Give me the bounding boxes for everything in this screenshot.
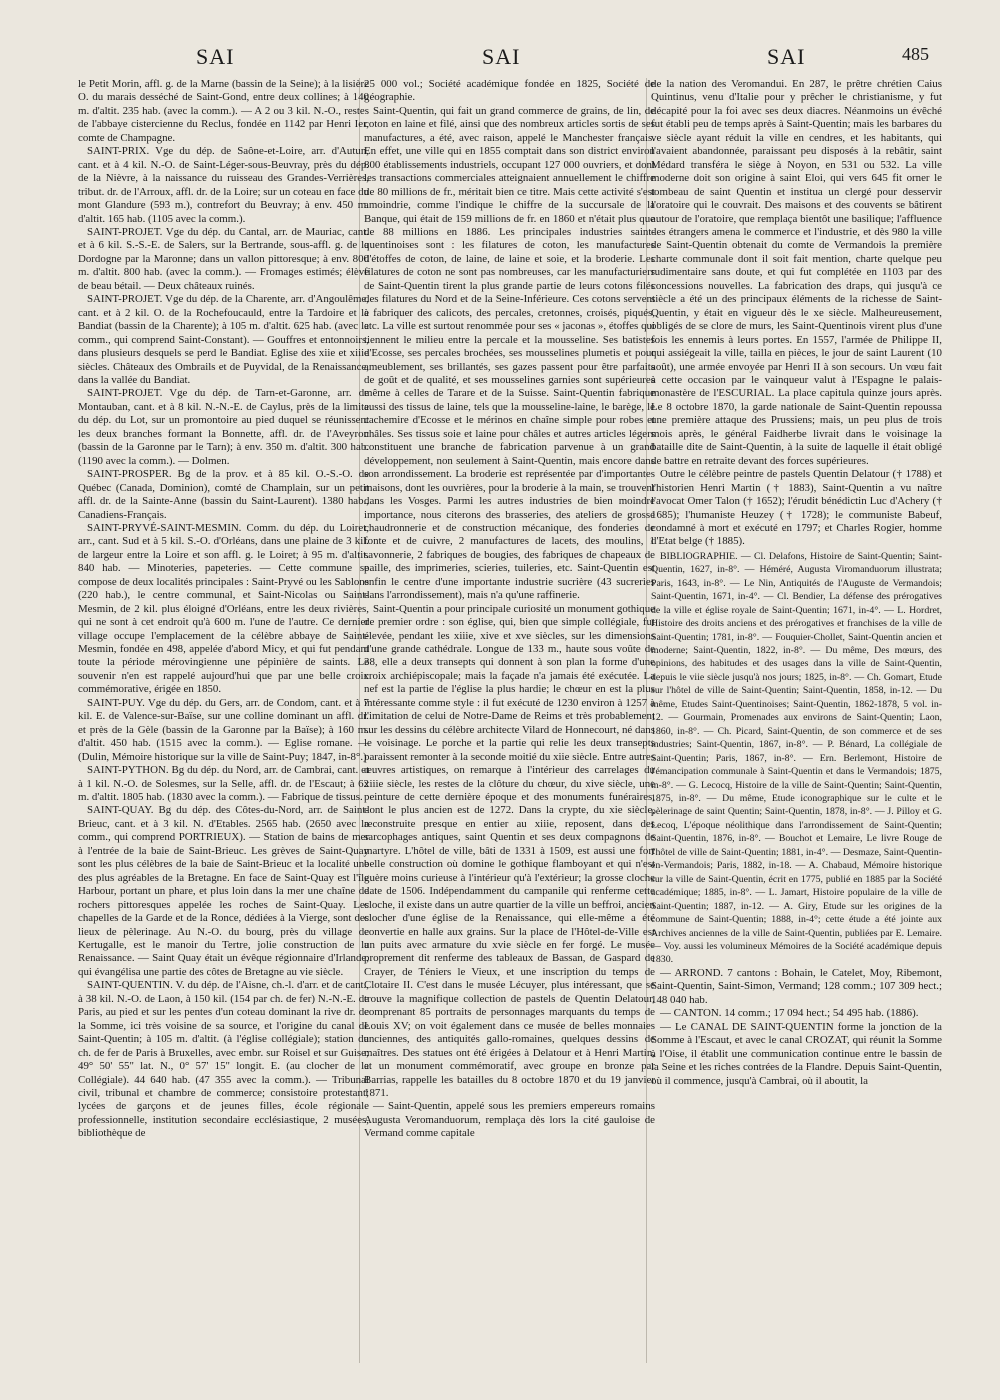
entry-saint-projet-cantal: SAINT-PROJET. Vge du dép. du Cantal, arr. de Mauriac, cant. et à 6 kil. S.-S.-E. de Salers, sur la Bertrande, sous-affl. g. de la Dordogne par la Maronne; dans un vallon pittoresque; à env. 800 m. d'altit. 800 hab. (avec la comm.). — Fromages estimés; élève de beau bétail. — Deux châteaux ruinés. [78, 225, 369, 292]
entry-saint-quay: SAINT-QUAY. Bg du dép. des Côtes-du-Nord, arr. de Saint-Brieuc, cant. et à 3 kil. N. d'Etables. 2565 hab. (2650 avec la comm., qui comprend PORTRIEUX). — Station de bains de mer à l'entrée de la baie de Saint-Brieuc. Les grèves de Saint-Quay sont les plus célèbres de la baie de Saint-Brieuc et la localité une des plus agréables de la Bretagne. En face de Saint-Quay est l'île Harbour, portant un phare, et plus loin dans la mer une chaîne de rochers pittoresques appelée les roches de Saint-Quay. Les chapelles de la Garde et de la Ronce, dédiées à la Vierge, sont des lieux de pèlerinage. Au N.-O. du bourg, près du village de Kertugalle, est le manoir du Tertre, jolie construction de la Renaissance. — Saint Quay était un évêque régionnaire d'Irlande, qui évangélisa une partie des côtes de Bretagne au vie siècle. [78, 804, 369, 978]
entry-saint-python: SAINT-PYTHON. Bg du dép. du Nord, arr. de Cambrai, cant. et à 1 kil. N.-O. de Solesmes, sur la Selle, affl. dr. de l'Escaut; à 62 m. d'altit. 1805 hab. (1830 avec la comm.). — Fabrique de tissus. [78, 764, 369, 804]
text-column-center [364, 78, 655, 1363]
paragraph: — Saint-Quentin, appelé sous les premiers empereurs romains Augusta Veromanduorum, remplaça dès lors la cité gauloise de Vermand comme capitale [364, 1100, 655, 1140]
paragraph: — Le CANAL DE SAINT-QUENTIN forme la jonction de la Somme à l'Escaut, et avec le canal CROZAT, qui réunit la Somme à l'Oise, il établit une communication continue entre le bassin de la Seine et les riches contrées de la Flandre. Depuis Saint-Quentin, où il commence, jusqu'à Cambrai, où il aboutit, la [651, 1020, 942, 1087]
entry-saint-quentin: SAINT-QUENTIN. V. du dép. de l'Aisne, ch.-l. d'arr. et de cant., à 38 kil. N.-O. de Laon, à 150 kil. (154 par ch. de fer) N.-N.-E. de Paris, au pied et sur les pentes d'un coteau dominant la rive dr. de la Somme, ici très voisine de sa source, et l'origine du canal de Saint-Quentin; à 105 m. d'altit. (à l'église collégiale); station du ch. de fer de Paris à Bruxelles, avec embr. sur Roisel et sur Guise; 49° 50' 55" lat. N., 0° 57' 15" longit. E. (au clocher de la Collégiale). 44 640 hab. (47 355 avec la comm.). — Tribunal civil, tribunal et chambre de commerce; consistoire protestant; lycées de garçons et de jeunes filles, école régionale professionnelle, institution secondaire ecclésiastique, 2 musées, bibliothèque de [78, 979, 369, 1140]
paragraph: 25 000 vol.; Société académique fondée en 1825, Société de géographie. [364, 78, 655, 104]
paragraph: Saint-Quentin, qui fait un grand commerce de grains, de lin, de coton en laine et filé, ainsi que des nombreux articles sortis de ses manufactures, a été, avec raison, appelé le Manchester français. En effet, une ville qui en 1855 comptait dans son district environ 800 établissements industriels, occupant 127 000 ouvriers, et dont les transactions commerciales atteignaient annuellement le chiffre de 80 millions de fr., méritait bien ce titre. Mais cette activité s'est amoindrie, comme l'indique le chiffre de la succursale de la Banque, qui était de 159 millions de fr. en 1860 et n'était plus que de 88 millions en 1886. Les principales industries saint-quentinoises sont : les filatures de coton, les manufactures d'étoffes de coton, de laine, de laine et soie, et la broderie. Les filatures de coton ne sont pas nombreuses, car les manufacturiers de Saint-Quentin tirent la plus grande partie de leurs cotons filés des filatures du Nord et de la Seine-Inférieure. Ces cotons servent à fabriquer des calicots, des percales, cretonnes, croisés, piqués, etc. La ville est surtout renommée pour ses « jaconas », étoffes qui tiennent le milieu entre la percale et la mousseline. Ses batistes d'Ecosse, ses percales brochées, ses mousselines plumetis et pour ameublement, ses brillantés, ses gazes passent pour être parfaits de goût et de qualité, et ses mousselines garnies sont supérieures même à celles de Tarare et de la Suisse. Saint-Quentin fabrique aussi des tissus de laine, tels que la mousseline-laine, le barège, le cachemire d'Ecosse et le mérinos en chaîne simple pour robes et châles. Ses tissus soie et laine pour châles et autres articles légers constituent une branche de fabrication parvenue à un grand développement, non seulement à Saint-Quentin, mais encore dans son arrondissement. La broderie est représentée par d'importantes maisons, dont les ouvrières, pour la broderie à la main, se trouvent dans les Vosges. Parmi les autres industries de bien moindre importance, nous citerons des brasseries, des ateliers de grosse chaudronnerie et de construction mécanique, des fonderies de fonte et de cuivre, 2 manufactures de lacets, des moulins, 1 savonnerie, 2 fabriques de bougies, des fabriques de chapeaux de paille, des imprimeries, scieries, tuileries, etc. Saint-Quentin est enfin le centre d'une importante industrie sucrière (43 sucreries dans l'arrondissement), mais n'a qu'une raffinerie. [364, 104, 655, 602]
paragraph: — ARROND. 7 cantons : Bohain, le Catelet, Moy, Ribemont, Saint-Quentin, Saint-Simon, Vermand; 128 comm.; 107 309 hect.; 148 040 hab. [651, 966, 942, 1006]
entry-saint-prosper: SAINT-PROSPER. Bg de la prov. et à 85 kil. O.-S.-O. de Québec (Canada, Dominion), comté de Champlain, sur un petit affl. dr. de la Sainte-Anne (bassin du Saint-Laurent). 1380 hab., Canadiens-Français. [78, 468, 369, 521]
entry-saint-prix: SAINT-PRIX. Vge du dép. de Saône-et-Loire, arr. d'Autun, cant. et à 4 kil. N.-O. de Saint-Léger-sous-Beuvray, près du dép. de la Nièvre, à la naissance du ruisseau des Grandes-Verrières, tribut. dr. de l'Arroux, affl. dr. de la Loire; sur un coteau en face du mont Glandure (593 m.), contrefort du Beuvray; à env. 450 m. d'altit. 165 hab. (1105 avec la comm.). [78, 145, 369, 225]
paragraph: — CANTON. 14 comm.; 17 094 hect.; 54 495 hab. (1886). [660, 1007, 919, 1020]
paragraph: Saint-Quentin a pour principale curiosité un monument gothique de premier ordre : son église, qui, bien que simple collégiale, fut élevée, pendant les xiiie, xive et xve siècles, sur les dimensions d'une grande cathédrale. Longue de 133 m., haute sous voûte de 38, elle a deux transepts qui donnent à son plan la forme d'une croix archiépiscopale; mais la façade n'a jamais été exécutée. La nef est la partie de l'église la plus hardie; le chœur en est la plus intéressante comme style : il fut exécuté de 1230 environ à 1257 à l'imitation de celui de Notre-Dame de Reims et très probablement sur les dessins du célèbre architecte Vilard de Honnecourt, né dans le voisinage. Le porche et la partie qui relie les deux transepts paraissent remonter à la seconde moitié du xiie siècle. Entre autres œuvres artistiques, on remarque à l'intérieur des carrelages du xiiie siècle, les restes de la clôture du chœur, du xive siècle, une peinture de cette dernière époque et des monuments funéraires, dont le plus ancien est de 1272. Dans la crypte, du xie siècle, reconstruite presque en entier au xiiie, reposent, dans des sarcophages antiques, saint Quentin et ses deux compagnons de martyre. L'hôtel de ville, bâti de 1331 à 1509, est aussi une fort belle construction où domine le gothique flamboyant et qui n'est guère moins curieuse à l'intérieur qu'à l'extérieur; la grosse cloche date de 1506. Indépendamment du campanile qui renferme cette cloche, il existe dans un autre quartier de la ville un beffroi, ancien clocher d'une église de la Renaissance, qui elle-même a été convertie en halle aux grains. Sur la place de l'Hôtel-de-Ville est un puits avec armature du xvie siècle en fer forgé. Le musée proprement dit renferme des tableaux de Bassan, de Gaspard de Crayer, de Téniers le Vieux, et une inscription du temps de Clotaire II. C'est dans le musée Lécuyer, plus intéressant, que se trouve la magnifique collection de pastels de Quentin Delatour, comprenant 85 portraits de personnages marquants du temps de Louis XV; on voit également dans ce musée de belles monnaies anciennes, des antiquités gallo-romaines, quelques dessins de maîtres. Des statues ont été érigées à Delatour et à Henri Martin, et un monument commémoratif, avec groupe en bronze par Barrias, rappelle les batailles du 8 octobre 1870 et du 19 janvier 1871. [364, 602, 655, 1099]
running-head-center: SAI [482, 44, 521, 69]
text-column-right [651, 78, 942, 1363]
text-column-left [78, 78, 369, 1363]
running-head-right: SAI [767, 44, 806, 69]
entry-saint-puy: SAINT-PUY. Vge du dép. du Gers, arr. de Condom, cant. et à 7 kil. E. de Valence-sur-Baïse, sur une colline dominant un affl. dr. et près de la Gèle (bassin de la Garonne par la Baïse); à 160 m. d'altit. 450 hab. (1515 avec la comm.). — Eglise romane. — (Dulin, Mémoire historique sur la ville de Saint-Puy; 1847, in-8°.) [78, 696, 369, 763]
entry-saint-pryve: SAINT-PRYVÉ-SAINT-MESMIN. Comm. du dép. du Loiret, arr., cant. Sud et à 5 kil. S.-O. d'Orléans, dans une plaine de 3 kil. de largeur entre la Loire et son affl. g. le Loiret; à 95 m. d'altit. 840 hab. — Minoteries, papeteries. — Cette commune se compose de deux localités principales : Saint-Pryvé ou les Sablons (220 hab.), le centre communal, et Saint-Nicolas ou Saint-Mesmin, de 2 kil. plus éloigné d'Orléans, entre les deux rivières, qui ne sont à cet endroit qu'à 600 m. l'une de l'autre. Ce dernier village occupe l'emplacement de la célèbre abbaye de Saint-Mesmin, fondée en 498, appelée d'abord Micy, et qui fut pendant toute la période mérovingienne une pépinière de saints. Le souvenir n'en est rappelé aujourd'hui que par une belle croix commémorative, érigée en 1850. [78, 521, 369, 696]
paragraph: le Petit Morin, affl. g. de la Marne (bassin de la Seine); à la lisière O. du marais desséché de Saint-Gond, entre deux collines; à 140 m. d'altit. 235 hab. (avec la comm.). — A 2 ou 3 kil. N.-O., restes de l'abbaye cistercienne du Reclus, fondée en 1142 par Henri Ier, comte de Champagne. [78, 78, 369, 144]
page-number: 485 [902, 44, 929, 64]
running-head-left: SAI [196, 44, 235, 69]
entry-saint-projet-charente: SAINT-PROJET. Vge du dép. de la Charente, arr. d'Angoulême, cant. et à 2 kil. O. de la Rochefoucauld, entre la Tardoire et le Bandiat (bassin de la Charente); à 105 m. d'altit. 625 hab. (avec la comm., qui comprend Saint-Constant). — Gouffres et entonnoirs, dans plusieurs desquels se perd le Bandiat. Eglise des xiie et xiiie siècles. Châteaux des Ombrails et de Puyvidal, de la Renaissance, dans la vallée du Bandiat. [78, 293, 369, 386]
paragraph: de la nation des Veromandui. En 287, le prêtre chrétien Caius Quintinus, venu d'Italie pour y prêcher le christianisme, y fut décapité pour la foi avec ses deux diacres. Néanmoins un évêché fut établi peu de temps après à Saint-Quentin; mais les barbares du ve siècle ayant réduit la ville en cendres, et les habitants, qui l'avaient abandonnée, paraissant peu disposés à la rebâtir, saint Médard transféra le siège à Noyon, en 531 ou 532. La ville moderne doit son origine à saint Eloi, qui vers 645 fit orner le tombeau de saint Quentin et institua un clergé pour desservir l'oratoire qui le couvrait. Des maisons et des couvents se bâtirent autour de l'oratoire, que remplaça bientôt une basilique; l'affluence des étrangers amena le commerce et l'industrie, et dès 980 la ville de Saint-Quentin obtenait du comte de Vermandois la première charte communale dont il soit fait mention, charte quelque peu rudimentaire sans doute, et qui fut complétée en 1103 par des concessions nouvelles. La fabrication des draps, qui jusqu'à ce siècle a été un des principaux éléments de la richesse de Saint-Quentin, y était en vigueur dès le xe siècle. Malheureusement, obligés de se clore de murs, les Saint-Quentinois virent plus d'une fois les ennemis à leurs portes. En 1557, l'armée de Philippe II, qui assiégeait la ville, tailla en pièces, le jour de saint Laurent (10 août), une armée envoyée par Henri II à son secours. Un vœu fait à cette occasion par le vainqueur valut à l'Espagne le palais-monastère de l'ESCURIAL. La place capitula quinze jours après. Le 8 octobre 1870, la garde nationale de Saint-Quentin repoussa une première attaque des Prussiens; mais, un peu plus de trois mois après, le général Faidherbe livrait dans le voisinage la bataille dite de Saint-Quentin, à la suite de laquelle il était obligé de battre en retraite devant des forces supérieures. [651, 78, 942, 467]
entry-saint-projet-tarn: SAINT-PROJET. Vge du dép. de Tarn-et-Garonne, arr. de Montauban, cant. et à 8 kil. N.-N.-E. de Caylus, près de la limite du dép. du Lot, sur un promontoire au pied duquel se réunissent les deux branches formant la Bonnette, affl. dr. de l'Aveyron (bassin de la Garonne par le Tarn); à env. 350 m. d'altit. 300 hab. (1190 avec la comm.). — Dolmen. [78, 387, 369, 467]
paragraph: Outre le célèbre peintre de pastels Quentin Delatour († 1788) et l'historien Henri Martin († 1883), Saint-Quentin a vu naître l'avocat Omer Talon († 1652); l'érudit bénédictin Luc d'Achery († 1685); l'humaniste Heuzey († 1728); le communiste Babeuf, condamné à mort et exécuté en 1797; et Charles Rogier, homme d'Etat belge († 1885). [651, 468, 942, 548]
bibliography: BIBLIOGRAPHIE. — Cl. Delafons, Histoire de Saint-Quentin; Saint-Quentin, 1627, in-8°. — Héméré, Augusta Viromanduorum illustrata; Paris, 1643, in-8°. — Le Nin, Antiquités de l'Auguste de Vermandois; Saint-Quentin, 1671, in-4°. — Cl. Bendier, La défense des prérogatives de la ville et église royale de Saint-Quentin; 1671, in-4°. — L. Hordret, Histoire des droits anciens et des prérogatives et franchises de la ville de Saint-Quentin; 1781, in-8°. — Fouquier-Chollet, Saint-Quentin ancien et moderne; Saint-Quentin, 1822, in-8°. — Du même, Des mœurs, des opinions, des habitudes et des usages dans la ville de Saint-Quentin, depuis le viie siècle jusqu'à nos jours; 1825, in-8°. — Ch. Gomart, Etude sur l'hôtel de ville de Saint-Quentin; Saint-Quentin, 1858, in-12. — Du même, Etudes Saint-Quentinoises; Saint-Quentin, 1862-1878, 5 vol. in-12. — Gourmain, Promenades aux environs de Saint-Quentin; Laon, 1860, in-8°. — Ch. Picard, Saint-Quentin, de son commerce et de ses industries; Saint-Quentin, 1867, in-8°. — P. Bénard, La collégiale de Saint-Quentin; Paris, 1867, in-8°. — Ern. Berlemont, Histoire de l'émancipation communale à Saint-Quentin et dans le Vermandois; 1875, in-8°. — G. Lecocq, Histoire de la ville de Saint-Quentin; Saint-Quentin, 1875, in-8°. — Du même, Etude iconographique sur le culte et le pèlerinage de saint Quentin; Saint-Quentin, 1878, in-8°. — J. Pilloy et G. Lecoq, L'époque néolithique dans l'arrondissement de Saint-Quentin; Saint-Quentin, 1876, in-8°. — Bouchot et Lemaire, Le livre Rouge de l'hôtel de ville de Saint-Quentin; 1881, in-4°. — Desmaze, Saint-Quentin-en-Vermandois; Paris, 1882, in-18. — A. Chabaud, Mémoire historique sur la ville de Saint-Quentin, écrit en 1775, publié en 1885 par la Société académique; 1885, in-8°. — L. Jamart, Histoire populaire de la ville de Saint-Quentin; 1887, in-12. — A. Giry, Etude sur les origines de la commune de Saint-Quentin; 1888, in-4°; cette étude a été jointe aux Archives anciennes de la ville de Saint-Quentin, publiées par E. Lemaire. — Voy. aussi les volumineux Mémoires de la Société académique depuis 1830. [651, 550, 942, 966]
